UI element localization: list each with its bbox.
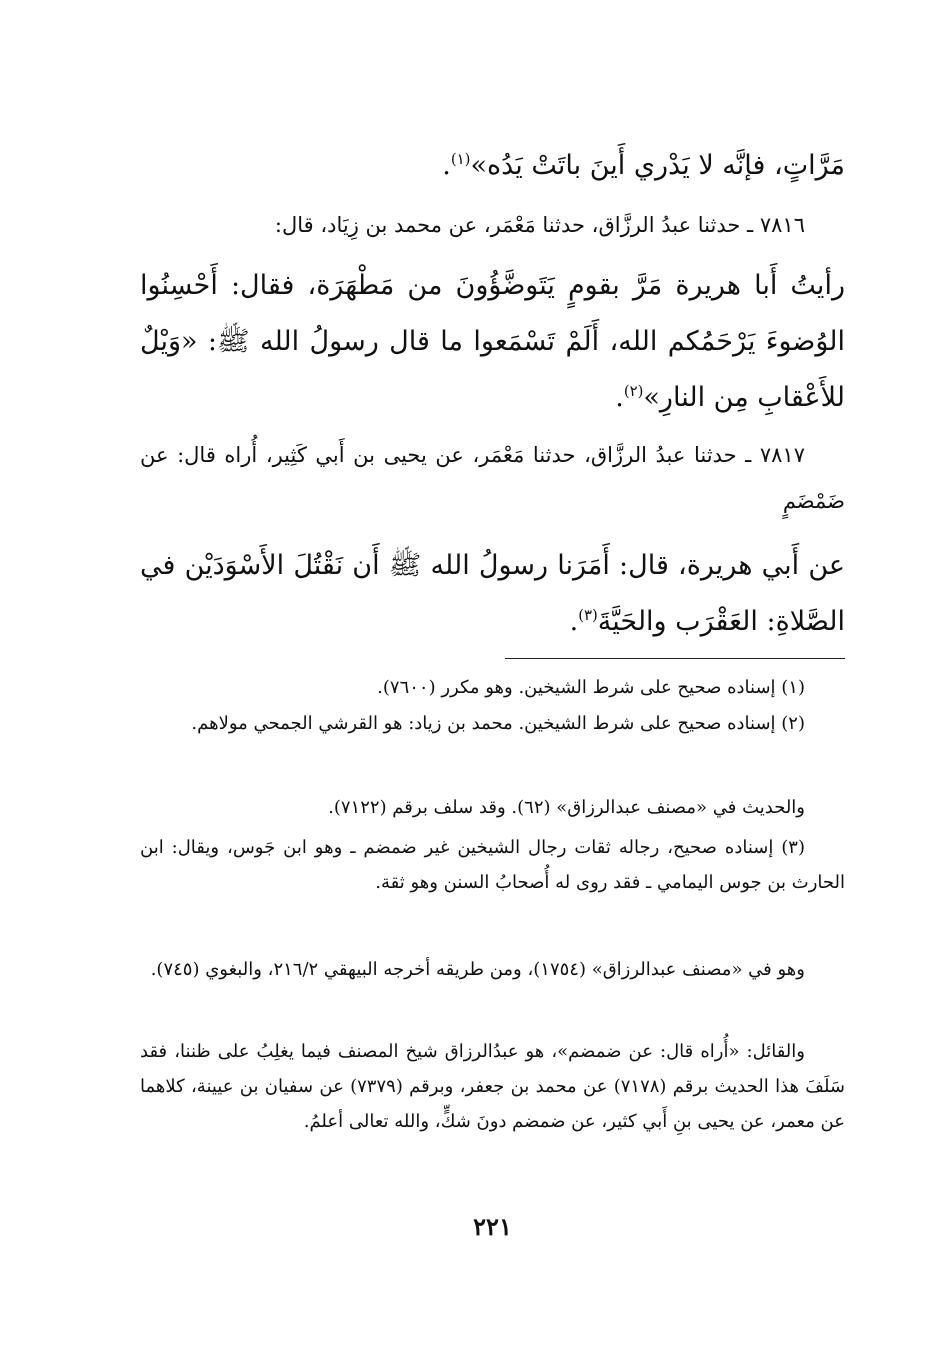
continuation-line: مَرَّاتٍ، فإنَّه لا يَدْري أَينَ باتَتْ يَدُه»$^{(١)}$. bbox=[442, 150, 845, 181]
hadith-7816-text: رأيتُ أَبا هريرة مَرَّ بقومٍ يَتَوضَّؤُونَ من مَطْهَرَة، فقال: أَحْسِنُوا الوُضوءَ يَرْحَمُكم الله، أَلَمْ تَسْمَعوا ما قال رسولُ الله ﷺ: «وَيْلٌ للأَعْقابِ مِن النارِ»$^{(٢)}$. bbox=[140, 270, 845, 413]
footnote-3-source: وهو في «مصنف عبدالرزاق» (١٧٥٤)، ومن طريقه أخرجه البيهقي ٢١٦/٢، والبغوي (٧٤٥). bbox=[150, 959, 805, 980]
hadith-7817-isnad: ٧٨١٧ ـ حدثنا عبدُ الرزَّاق، حدثنا مَعْمَر، عن يحيى بن أَبي كَثِير، أُراه قال: عن ضَمْضَمٍ bbox=[140, 443, 845, 513]
footnote-2: (٢) إسناده صحيح على شرط الشيخين. محمد بن زياد: هو القرشي الجمحي مولاهم. bbox=[191, 713, 805, 734]
hadith-7816-isnad: ٧٨١٦ ـ حدثنا عبدُ الرزَّاق، حدثنا مَعْمَر، عن محمد بن زِيَاد، قال: bbox=[274, 213, 805, 237]
footnote-marker-3: (٣) bbox=[578, 606, 598, 624]
footnote-marker-1: (١) bbox=[450, 150, 471, 168]
footnote-marker-2: (٢) bbox=[623, 382, 644, 400]
footnote-3-remark: والقائل: «أُراه قال: عن ضمضم»، هو عبدُالرزاق شيخ المصنف فيما يغلِبُ على ظننا، فقد سَلَفَ هذا الحديث برقم (٧١٧٨) عن محمد بن جعفر، وبرقم (٧٣٧٩) عن سفيان بن عيينة، كلاهما عن معمر، عن يحيى بنِ أَبي كثير، عن ضمضم دونَ شكٍّ، والله تعالى أعلمُ. bbox=[140, 1041, 845, 1132]
hadith-7817-matn: عن أَبي هريرة، قال: أَمَرَنا رسولُ الله ﷺ أَن نَقْتُلَ الأَسْوَدَيْن في الصَّلاةِ: العَقْرَب والحَيَّةَ bbox=[140, 550, 845, 637]
footnote-1: (١) إسناده صحيح على شرط الشيخين. وهو مكرر (٧٦٠٠). bbox=[377, 677, 805, 698]
footnote-3: (٣) إسناده صحيح، رجاله ثقات رجال الشيخين غير ضمضم ـ وهو ابن جَوس، ويقال: ابن الحارث بن جوس اليمامي ـ فقد روى له أُصحابُ السنن وهو ثقة. bbox=[140, 837, 845, 893]
page-number: ٢٢١ bbox=[473, 1212, 512, 1241]
footnote-separator bbox=[505, 658, 845, 659]
hadith-7816-matn: رأيتُ أَبا هريرة مَرَّ بقومٍ يَتَوضَّؤُونَ من مَطْهَرَة، فقال: أَحْسِنُوا الوُضوءَ يَرْحَمُكم الله، أَلَمْ تَسْمَعوا ما قال رسولُ الله ﷺ: «وَيْلٌ للأَعْقابِ مِن النارِ» bbox=[140, 270, 845, 413]
hadith-7817-heading bbox=[140, 432, 845, 524]
hadith-7817-text: عن أَبي هريرة، قال: أَمَرَنا رسولُ الله ﷺ أَن نَقْتُلَ الأَسْوَدَيْن في الصَّلاةِ: العَقْرَب والحَيَّةَ$^{(٣)}$. bbox=[140, 550, 845, 637]
page-content bbox=[140, 130, 845, 1250]
continuation-text: مَرَّاتٍ، فإنَّه لا يَدْري أَينَ باتَتْ يَدُه» bbox=[470, 150, 845, 181]
hadith-7816-heading bbox=[140, 202, 845, 248]
footnote-2-source: والحديث في «مصنف عبدالرزاق» (٦٢). وقد سلف برقم (٧١٢٢). bbox=[328, 797, 805, 818]
